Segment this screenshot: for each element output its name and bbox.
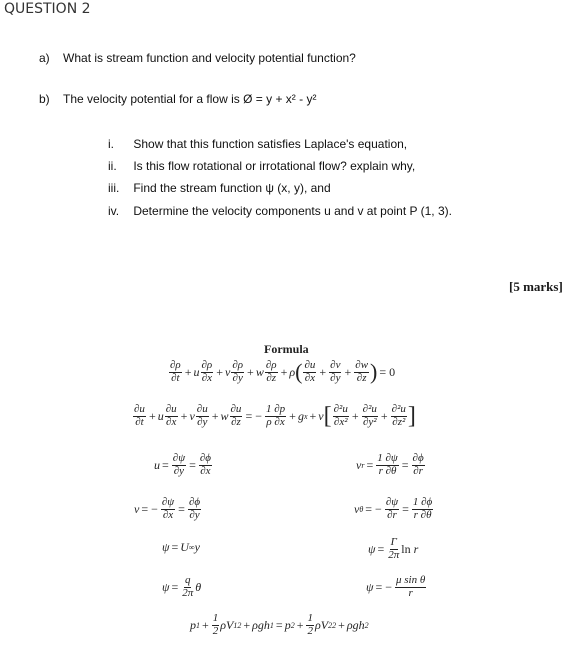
subpart-iii-label: iii. (108, 181, 120, 195)
navier-stokes-equation: $\frac{\partial u}{\partial t}$ + u $\frac{\partial u}{\partial x}$ + v $\frac{\partial u}{\partial y}$ + w $\frac{\partial u}{\partial z}$ = − $\frac{1 \partial p}{\rho \partial x}$ + g x + ν [ $\frac{\text{∂²u}}{\text{∂x²}}$ + $\frac{\text{∂²u}}{\text{∂y²}}$ + $\frac{\text{∂²u}}{\text{∂z²}}$ ] (134, 403, 416, 430)
subpart-iv-text: Determine the velocity components u and v at point P (1, 3). (133, 204, 452, 218)
subpart-i (108, 137, 407, 151)
subpart-i-text: Show that this function satisfies Laplace's equation, (133, 137, 408, 151)
marks-label: [5 marks] (509, 279, 563, 294)
vr-velocity-relation: v r = $\frac{1 \partial\psi}{r \partial\theta}$ = $\frac{\partial\phi}{\partial r}$ (356, 452, 424, 477)
vtheta-velocity-relation: v θ = − $\frac{\partial\psi}{\partial r}$ = $\frac{1 \partial\phi}{r \partial\theta}$ (354, 496, 433, 521)
part-a-label: a) (39, 51, 50, 65)
source-stream-function: ψ = $\frac{q}{2\pi}$ θ (162, 574, 202, 599)
part-b-text: The velocity potential for a flow is Ø = y + x² - y² (63, 92, 317, 106)
formula-title: Formula (264, 342, 309, 356)
vortex-stream-function: ψ = $\frac{\Gamma}{2\pi}$ ln r (368, 536, 419, 561)
question-title: QUESTION 2 (4, 1, 91, 17)
subpart-iii-text: Find the stream function ψ (x, y), and (133, 181, 331, 195)
subpart-iv (108, 204, 452, 218)
u-velocity-relation: u = $\frac{\partial\psi}{\partial y}$ = $\frac{\partial\phi}{\partial x}$ (154, 452, 211, 477)
subpart-ii-label: ii. (108, 159, 117, 173)
uniform-flow-stream-function: ψ = U ∞ y (162, 540, 200, 554)
formula-sheet (134, 332, 496, 651)
part-b-label: b) (39, 92, 50, 106)
part-a-text: What is stream function and velocity potential function? (63, 51, 356, 65)
subpart-ii-text: Is this flow rotational or irrotational flow? explain why, (133, 159, 416, 173)
subpart-i-label: i. (108, 137, 114, 151)
subpart-ii (108, 159, 415, 173)
part-b (39, 92, 316, 106)
v-velocity-relation: v = − $\frac{\partial\psi}{\partial x}$ = $\frac{\partial\phi}{\partial y}$ (134, 496, 201, 521)
part-a (39, 51, 356, 65)
subpart-iv-label: iv. (108, 204, 120, 218)
continuity-equation: $\frac{\partial\rho}{\partial t}$ + u $\frac{\partial\rho}{\partial x}$ + v $\frac{\partial\rho}{\partial y}$ + w $\frac{\partial\rho}{\partial z}$ + ρ ( $\frac{\partial u}{\partial x}$ + $\frac{\partial v}{\partial y}$ + $\frac{\partial w}{\partial z}$ ) = 0 (170, 359, 396, 385)
doublet-stream-function: ψ = − $\frac{\text{μ sin θ}}{r}$ (366, 574, 426, 599)
subpart-iii (108, 181, 331, 195)
bernoulli-equation: p 1 + $\frac{1}{2}$ ρV 1 2 + ρgh 1 = p 2 + $\frac{1}{2}$ ρV 2 2 + ρgh 2 (190, 612, 369, 637)
